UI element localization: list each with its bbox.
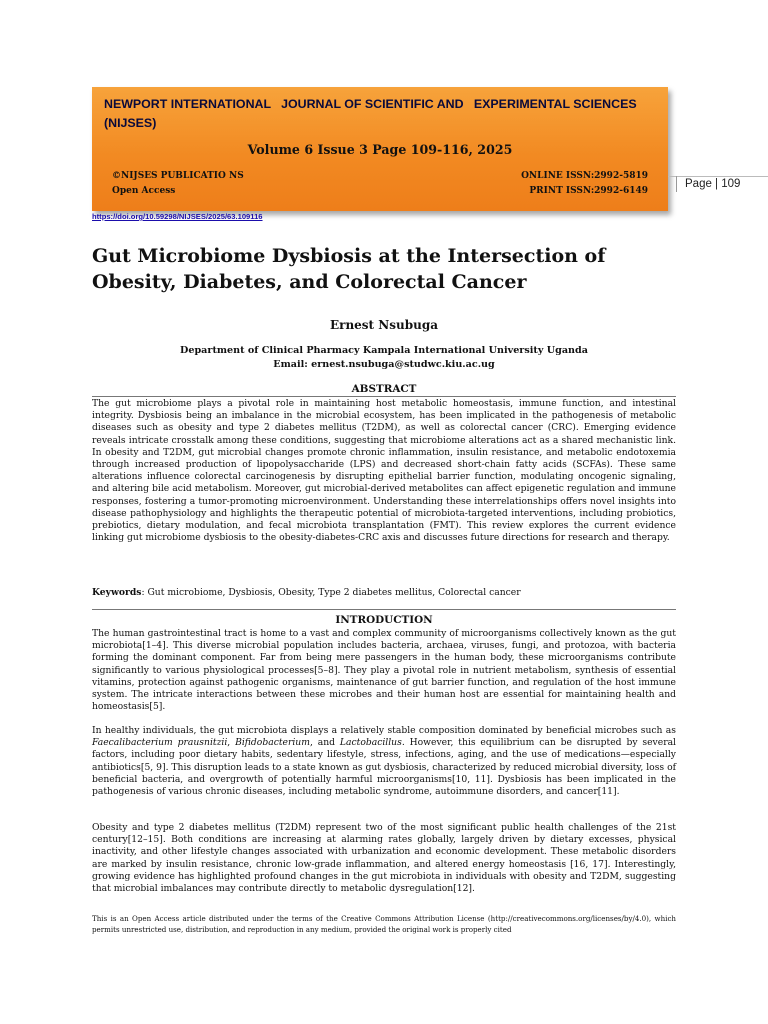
p2-text-a: In healthy individuals, the gut microbiota displays a relatively stable composition dominated by beneficial microbes such as: [92, 725, 676, 736]
affiliation-line: Department of Clinical Pharmacy Kampala International University Uganda: [180, 345, 588, 356]
journal-title: NEWPORT INTERNATIONAL JOURNAL OF SCIENTIFIC AND EXPERIMENTAL SCIENCES (NIJSES): [104, 97, 641, 130]
abstract-heading: ABSTRACT: [351, 383, 417, 395]
print-issn: PRINT ISSN:2992-6149: [529, 186, 648, 196]
author-affiliation: [0, 344, 768, 372]
intro-paragraph-2: [92, 725, 676, 798]
species-lactobacillus: Lactobacillus: [339, 737, 402, 749]
publisher-label: ©NIJSES PUBLICATIO NS: [112, 171, 244, 181]
open-access-label: Open Access: [112, 186, 176, 196]
online-issn: ONLINE ISSN:2992-5819: [521, 171, 648, 181]
journal-header-banner: [92, 87, 668, 211]
intro-paragraph-3: Obesity and type 2 diabetes mellitus (T2DM) represent two of the most significant public health challenges of the 21st century[12–15]. Both conditions are increasing at alarming rates globally, largely driven by dietary excesses, physical inactivity, and other lifestyle changes associated with urbanization and economic development. These metabolic disorders are marked by insulin resistance, chronic low-grade inflammation, and altered energy homeostasis [16, 17]. Interestingly, growing evidence has highlighted profound changes in the gut microbiota in individuals with obesity and T2DM, suggesting that microbial imbalances may contribute directly to metabolic dysregulation[12].: [92, 822, 676, 895]
keywords-label: Keywords: [92, 587, 142, 598]
abstract-rule: [92, 396, 676, 397]
keywords-list: : Gut microbiome, Dysbiosis, Obesity, Type 2 diabetes mellitus, Colorectal cancer: [141, 587, 521, 598]
abstract-text: The gut microbiome plays a pivotal role in maintaining host metabolic homeostasis, immune function, and intestinal integrity. Dysbiosis being an imbalance in the microbial ecosystem, has been implicated in the pathogenesis of metabolic diseases such as obesity and type 2 diabetes mellitus (T2DM), as well as colorectal cancer (CRC). Emerging evidence reveals intricate crosstalk among these conditions, suggesting that microbiome alterations act as a shared mechanistic link. In obesity and T2DM, gut microbial changes promote chronic inflammation, insulin resistance, and metabolic endotoxemia through increased production of lipopolysaccharide (LPS) and decreased short-chain fatty acids (SCFAs). These same alterations influence colorectal carcinogenesis by disrupting epithelial barrier function, modulating oncogenic signaling, and altering bile acid metabolism. Moreover, gut microbial-derived metabolites can affect epigenetic regulation and immune responses, fostering a tumor-promoting microenvironment. Understanding these interrelationships offers novel insights into disease pathophysiology and highlights the therapeutic potential of microbiota-targeted interventions, including probiotics, prebiotics, dietary modulation, and fecal microbiota transplantation (FMT). This review explores the current evidence linking gut microbiome dysbiosis to the obesity-diabetes-CRC axis and discusses future directions for research and therapy.: [92, 398, 676, 544]
intro-rule: [92, 609, 676, 610]
email-line: Email: ernest.nsubuga@studwc.kiu.ac.ug: [273, 359, 495, 370]
introduction-heading: INTRODUCTION: [335, 614, 433, 626]
volume-line: Volume 6 Issue 3 Page 109-116, 2025: [247, 142, 513, 157]
keywords-line: [92, 587, 676, 599]
intro-paragraph-1: The human gastrointestinal tract is home to a vast and complex community of microorganisms collectively known as the gut microbiota[1–4]. This diverse microbial population includes bacteria, archaea, viruses, fungi, and protozoa, with bacteria forming the dominant component. Far from being mere passengers in the human body, these microorganisms contribute significantly to various physiological processes[5–8]. They play a pivotal role in nutrient metabolism, synthesis of essential vitamins, protection against pathogenic organisms, maintenance of gut barrier function, and regulation of the host immune system. The intricate interactions between these microbes and their human host are essential for maintaining health and homeostasis[5].: [92, 628, 676, 713]
license-footnote: This is an Open Access article distributed under the terms of the Creative Commons Attribution License (http://creativecommons.org/licenses/by/4.0), which permits unrestricted use, distribution, and reproduction in any medium, provided the original work is properly cited: [92, 914, 676, 934]
p2-text-c: , and: [309, 737, 340, 749]
doi-link[interactable]: https://doi.org/10.59298/NIJSES/2025/63.109116: [92, 212, 263, 221]
article-title: Gut Microbiome Dysbiosis at the Intersection of Obesity, Diabetes, and Colorectal Cancer: [92, 245, 606, 293]
species-bifidobacterium: Bifidobacterium: [235, 737, 310, 749]
author-name: Ernest Nsubuga: [329, 318, 439, 332]
page-number: Page | 109: [676, 176, 768, 192]
p2-text-d: . However, this equilibrium can be disrupted by several factors, including poor dietary habits, sedentary lifestyle, stress, infections, aging, and the use of medications—especially antibiotics[5, 9]. This disruption leads to a state known as gut dysbiosis, characterized by reduced microbial diversity, loss of beneficial bacteria, and overgrowth of potentially harmful microorganisms[10, 11]. Dysbiosis has been implicated in the pathogenesis of various chronic diseases, including metabolic syndrome, autoimmune disorders, and cancer[11].: [92, 737, 676, 798]
p2-text-b: ,: [227, 737, 236, 749]
species-faecalibacterium: Faecalibacterium prausnitzii: [92, 737, 228, 749]
